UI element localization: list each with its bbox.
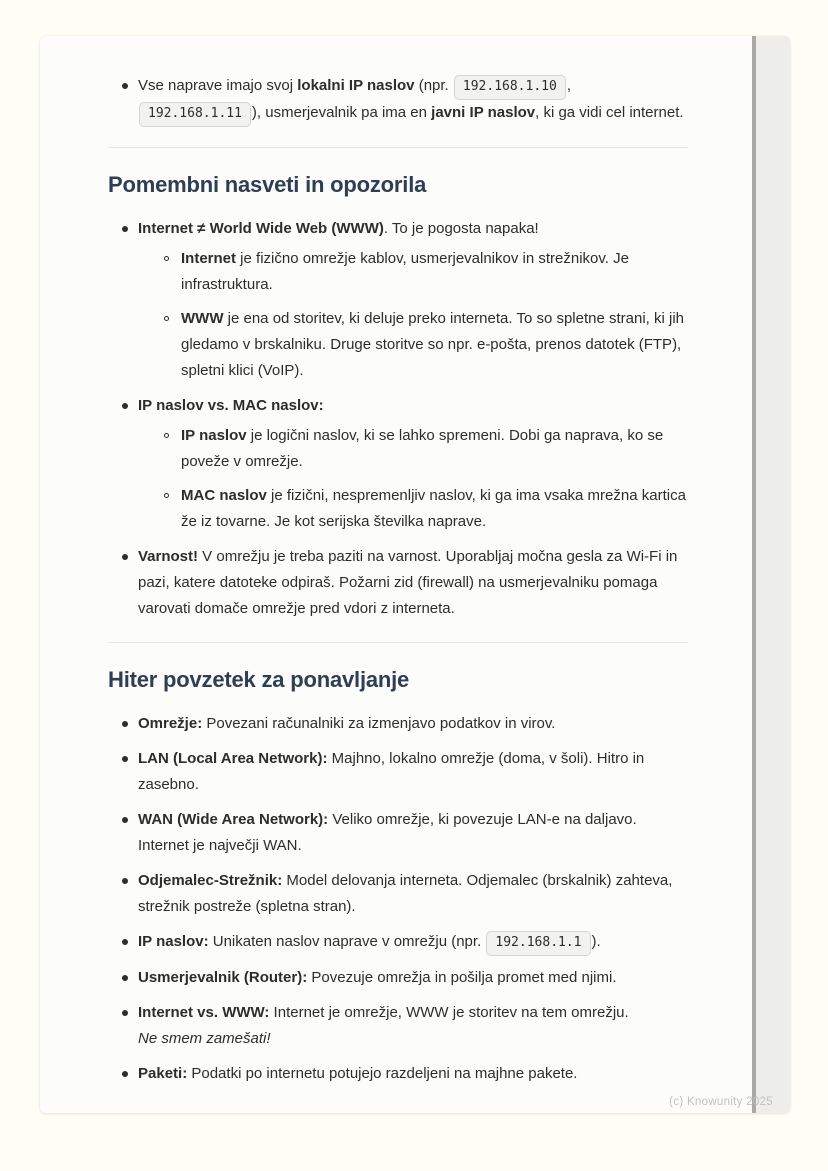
document-page — [40, 36, 790, 1113]
text-segment: Unikaten naslov naprave v omrežju (npr. — [208, 933, 486, 950]
inline-code-chip: 192.168.1.1 — [486, 931, 590, 956]
list-item-text — [138, 929, 688, 956]
inline-code-chip: 192.168.1.10 — [454, 75, 566, 100]
list-item — [121, 216, 688, 384]
bullet-dot-icon — [122, 1071, 128, 1077]
term-bold: WWW — [181, 310, 224, 327]
list-item — [121, 868, 688, 920]
text-segment: . To je pogosta napaka! — [383, 220, 539, 237]
text-segment: Podatki po internetu potujejo razdeljeni na majhne pakete. — [187, 1065, 578, 1082]
text-segment: (npr. — [414, 77, 453, 94]
text-segment: Povezani računalniki za izmenjavo podatkov in virov. — [202, 715, 556, 732]
list-item-text — [181, 423, 688, 475]
sub-list-item — [164, 483, 688, 535]
section-heading: Hiter povzetek za ponavljanje — [108, 667, 410, 692]
bullet-dot-icon — [122, 226, 128, 232]
bullet-circle-icon — [164, 433, 169, 438]
inline-code-chip: 192.168.1.11 — [139, 102, 251, 127]
list-item-text — [138, 1061, 688, 1087]
list-item-text — [138, 965, 688, 991]
list-item — [121, 393, 688, 535]
copyright-footer: (c) Knowunity 2025 — [669, 1096, 773, 1108]
bullet-dot-icon — [122, 554, 128, 560]
list-item — [121, 746, 688, 798]
term-bold: Varnost! — [138, 548, 199, 565]
divider — [108, 147, 688, 148]
list-item-text — [138, 868, 688, 920]
bullet-dot-icon — [122, 975, 128, 981]
section-list — [108, 711, 688, 1087]
text-segment: je fizični, nespremenljiv naslov, ki ga ima vsaka mrežna kartica že iz tovarne. Je kot serijska številka naprave. — [181, 487, 686, 530]
bullet-dot-icon — [122, 721, 128, 727]
term-bold: Usmerjevalnik (Router): — [138, 969, 308, 986]
bullet-dot-icon — [122, 403, 128, 409]
sub-list-item — [164, 423, 688, 475]
list-item-text — [181, 246, 688, 298]
bullet-dot-icon — [122, 939, 128, 945]
list-item — [121, 1000, 688, 1052]
term-bold: LAN (Local Area Network): — [138, 750, 328, 767]
term-bold: Internet ≠ World Wide Web (WWW) — [138, 220, 384, 237]
text-segment: , ki ga vidi cel internet. — [535, 104, 684, 121]
term-bold: IP naslov: — [138, 933, 209, 950]
text-segment: Vse naprave imajo svoj — [138, 77, 298, 94]
sub-list — [164, 246, 688, 384]
term-bold: lokalni IP naslov — [297, 77, 415, 94]
list-item-text — [138, 393, 688, 419]
divider — [108, 642, 688, 643]
term-bold: javni IP naslov — [431, 104, 536, 121]
sub-list-item — [164, 306, 688, 384]
list-item — [121, 711, 688, 737]
text-segment: ), usmerjevalnik pa ima en — [251, 104, 432, 121]
list-item — [121, 807, 688, 859]
term-bold: Internet — [181, 250, 237, 267]
intro-list — [108, 73, 688, 127]
text-segment: ). — [591, 933, 601, 950]
list-item-text — [181, 483, 688, 535]
section-heading: Pomembni nasveti in opozorila — [108, 172, 427, 197]
list-item-text — [138, 216, 688, 242]
text-segment: Majhno, lokalno omrežje (doma, v šoli). Hitro in zasebno. — [138, 750, 645, 793]
list-item — [121, 965, 688, 991]
list-item-text — [138, 807, 688, 859]
bullet-dot-icon — [122, 756, 128, 762]
list-item — [121, 1061, 688, 1087]
text-segment: Veliko omrežje, ki povezuje LAN-e na daljavo. Internet je največji WAN. — [138, 811, 637, 854]
term-bold: Internet vs. WWW: — [138, 1004, 270, 1021]
text-segment: V omrežju je treba paziti na varnost. Uporabljaj močna gesla za Wi-Fi in pazi, katere datoteke odpiraš. Požarni zid (firewall) na usmerjevalniku pomaga varovati domače omrežje pred vdori z interneta. — [138, 548, 678, 617]
bullet-circle-icon — [164, 493, 169, 498]
list-item-text — [138, 711, 688, 737]
bullet-dot-icon — [122, 817, 128, 823]
text-segment: Model delovanja interneta. Odjemalec (brskalnik) zahteva, strežnik postreže (spletna stran). — [138, 872, 673, 915]
emphasis-text: Ne smem zamešati! — [138, 1030, 271, 1047]
list-item-text — [138, 544, 688, 622]
text-segment: je ena od storitev, ki deluje preko interneta. To so spletne strani, ki jih gledamo v brskalniku. Druge storitve so npr. e-pošta, prenos datotek (FTP), spletni klici (VoIP). — [181, 310, 685, 379]
term-bold: Odjemalec-Strežnik: — [138, 872, 283, 889]
bullet-circle-icon — [164, 256, 169, 261]
list-item — [121, 544, 688, 622]
scrollbar-track[interactable] — [752, 36, 790, 1113]
list-item-text — [138, 1000, 688, 1052]
term-bold: IP naslov — [181, 427, 247, 444]
term-bold: MAC naslov — [181, 487, 267, 504]
bullet-dot-icon — [122, 83, 128, 89]
list-item — [121, 73, 688, 127]
text-segment: je fizično omrežje kablov, usmerjevalnikov in strežnikov. Je infrastruktura. — [181, 250, 629, 293]
document-content — [108, 73, 688, 1096]
term-bold: Paketi: — [138, 1065, 188, 1082]
list-item-text — [181, 306, 688, 384]
bullet-dot-icon — [122, 1010, 128, 1016]
list-item — [121, 929, 688, 956]
term-bold: WAN (Wide Area Network): — [138, 811, 329, 828]
text-segment: je logični naslov, ki se lahko spremeni. Dobi ga naprava, ko se poveže v omrežje. — [181, 427, 664, 470]
bullet-dot-icon — [122, 878, 128, 884]
list-item-text — [138, 73, 688, 127]
list-item-text — [138, 746, 688, 798]
text-segment: Internet je omrežje, WWW je storitev na tem omrežju. — [269, 1004, 629, 1021]
sub-list-item — [164, 246, 688, 298]
text-segment: Povezuje omrežja in pošilja promet med njimi. — [307, 969, 617, 986]
scrollbar-thumb[interactable] — [752, 36, 756, 1113]
section-list — [108, 216, 688, 622]
term-bold: Omrežje: — [138, 715, 203, 732]
term-bold: IP naslov vs. MAC naslov: — [138, 397, 324, 414]
sub-list — [164, 423, 688, 535]
text-segment: , — [566, 77, 571, 94]
bullet-circle-icon — [164, 316, 169, 321]
